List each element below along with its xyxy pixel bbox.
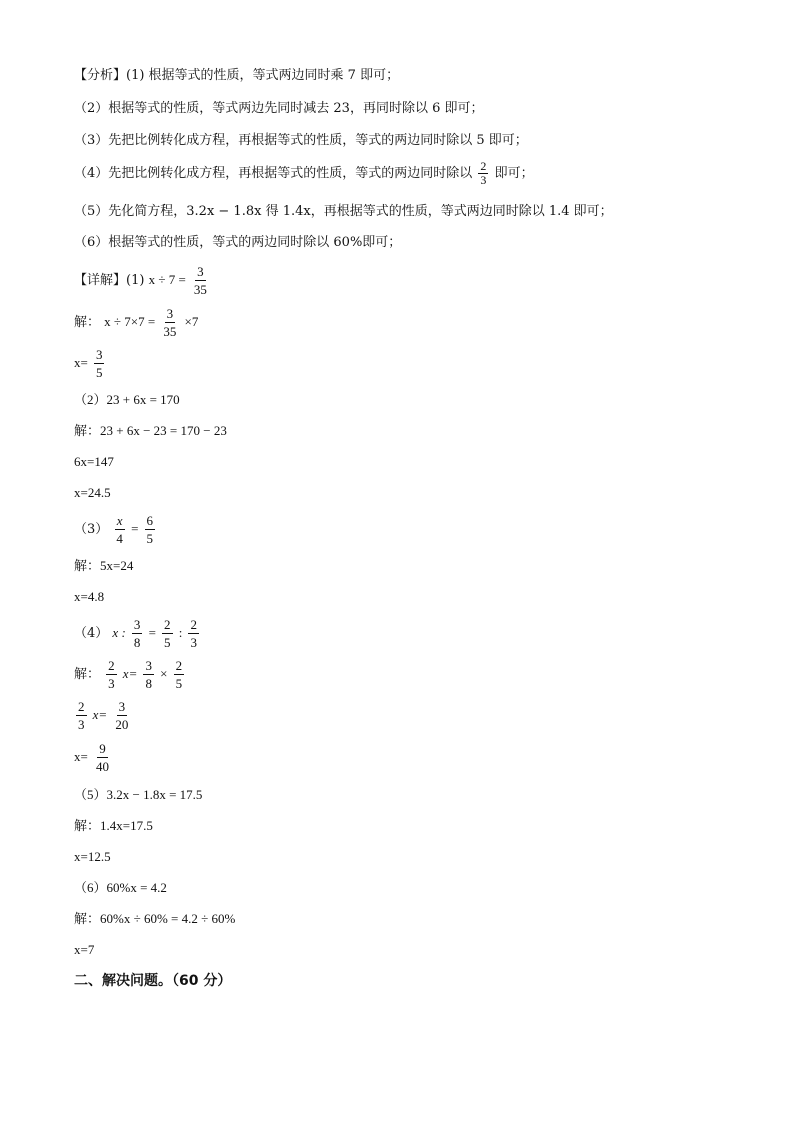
- p6-answer: x=7: [74, 942, 95, 957]
- fraction-denominator: 3: [108, 676, 115, 691]
- p2-step-2: 6x=147: [74, 454, 114, 469]
- p3-answer: x=4.8: [74, 589, 105, 604]
- p1-step-1-fraction: [161, 305, 178, 340]
- p4-equals: =: [148, 625, 156, 640]
- fraction-numerator: 2: [190, 617, 197, 632]
- p5-answer: x=12.5: [74, 849, 111, 864]
- fraction-numerator: 2: [175, 658, 183, 673]
- p4-step-1-fraction-b: [143, 657, 154, 692]
- p1-label: 【详解】(1): [74, 273, 145, 288]
- fraction-denominator: 5: [175, 676, 183, 691]
- p5-step-1: 解：1.4x=17.5: [74, 818, 153, 833]
- p3-equation: [74, 512, 157, 547]
- analysis-line-2: （2）根据等式的性质，等式两边先同时减去 23，再同时除以 6 即可；: [74, 101, 484, 116]
- analysis-line-4-text: （4）先把比例转化成方程，再根据等式的性质，等式的两边同时除以: [74, 166, 473, 181]
- p1-rhs-fraction: [192, 263, 209, 298]
- p4-step-2-fraction-a: [76, 698, 87, 733]
- fraction-denominator: 5: [146, 531, 154, 546]
- p4-fraction-c: [188, 616, 199, 651]
- p4-answer-lhs: x=: [74, 749, 88, 764]
- fraction-two-thirds: [478, 160, 488, 187]
- p1-answer: [74, 346, 106, 381]
- fraction-denominator: 3: [190, 635, 197, 650]
- p1-equation: [74, 263, 211, 298]
- p4-label: （4）: [74, 626, 109, 641]
- p4-step-2-fraction-b: [113, 698, 130, 733]
- p4-answer-fraction: [94, 740, 111, 775]
- p1-step-1-tail: ×7: [184, 314, 199, 329]
- fraction-numerator: 3: [95, 347, 103, 362]
- p2-answer: x=24.5: [74, 485, 111, 500]
- p1-step-1-lhs: x ÷ 7×7 =: [104, 314, 156, 329]
- fraction-denominator: 4: [116, 531, 123, 546]
- fraction-denominator: 3: [480, 173, 487, 187]
- p1-answer-lhs: x=: [74, 355, 88, 370]
- fraction-numerator: 3: [166, 306, 174, 321]
- p1-step-1: [74, 305, 198, 340]
- analysis-line-4-tail: 即可；: [494, 166, 534, 181]
- p3-lhs-fraction: [114, 512, 125, 547]
- fraction-denominator: 40: [95, 759, 109, 774]
- fraction-numerator: 2: [108, 658, 115, 673]
- p3-label: （3）: [74, 522, 109, 537]
- fraction-denominator: 35: [193, 282, 207, 297]
- p4-fraction-a: [132, 616, 143, 651]
- fraction-numerator: 2: [78, 699, 85, 714]
- fraction-denominator: 20: [115, 717, 129, 732]
- solution-prefix: 解：: [74, 667, 101, 682]
- p2-equation: （2）23 + 6x = 170: [74, 392, 180, 407]
- analysis-line-1: 【分析】(1) 根据等式的性质，等式两边同时乘 7 即可；: [74, 68, 400, 83]
- p4-step-1-fraction-c: [174, 657, 185, 692]
- analysis-line-4: [74, 160, 534, 187]
- analysis-line-5: （5）先化简方程，3.2x − 1.8x 得 1.4x，再根据等式的性质，等式两边同时除以 1.4 即可；: [74, 204, 613, 219]
- p4-fraction-b: [162, 616, 173, 651]
- p4-step-2: [74, 698, 132, 733]
- fraction-denominator: 5: [95, 365, 103, 380]
- p4-step-1-mid: x=: [122, 666, 138, 681]
- p4-colon: :: [178, 625, 183, 640]
- fraction-numerator: x: [116, 513, 123, 528]
- p3-equals: =: [131, 521, 139, 536]
- fraction-numerator: 3: [118, 699, 126, 714]
- p4-step-1-fraction-a: [106, 657, 117, 692]
- p4-step-1: [74, 657, 186, 692]
- p2-step-1: 解：23 + 6x − 23 = 170 − 23: [74, 423, 227, 438]
- p4-answer: [74, 740, 113, 775]
- fraction-denominator: 35: [163, 324, 177, 339]
- p5-equation: （5）3.2x − 1.8x = 17.5: [74, 787, 203, 802]
- fraction-numerator: 6: [146, 513, 154, 528]
- fraction-numerator: 2: [164, 617, 171, 632]
- section-heading: 二、解决问题。（60 分）: [74, 973, 232, 989]
- fraction-denominator: 5: [164, 635, 171, 650]
- analysis-line-6: （6）根据等式的性质，等式的两边同时除以 60%即可；: [74, 235, 402, 250]
- fraction-numerator: 2: [480, 159, 487, 173]
- p4-equation: [74, 616, 201, 651]
- p4-step-2-mid: x=: [92, 707, 108, 722]
- p1-answer-fraction: [94, 346, 105, 381]
- fraction-numerator: 3: [145, 658, 152, 673]
- solution-prefix: 解：: [74, 315, 101, 330]
- fraction-numerator: 9: [99, 741, 106, 756]
- analysis-line-3: （3）先把比例转化成方程，再根据等式的性质，等式的两边同时除以 5 即可；: [74, 133, 528, 148]
- fraction-denominator: 8: [133, 635, 141, 650]
- p3-rhs-fraction: [145, 512, 156, 547]
- p4-step-1-times: ×: [160, 666, 168, 681]
- p3-step-1: 解：5x=24: [74, 558, 134, 573]
- fraction-numerator: 3: [133, 617, 141, 632]
- fraction-denominator: 3: [78, 717, 85, 732]
- fraction-denominator: 8: [145, 676, 152, 691]
- p6-equation: （6）60%x = 4.2: [74, 880, 167, 895]
- p1-lhs: x ÷ 7 =: [148, 272, 186, 287]
- p4-x: x :: [112, 625, 126, 640]
- p6-step-1: 解：60%x ÷ 60% = 4.2 ÷ 60%: [74, 911, 236, 926]
- fraction-numerator: 3: [197, 264, 204, 279]
